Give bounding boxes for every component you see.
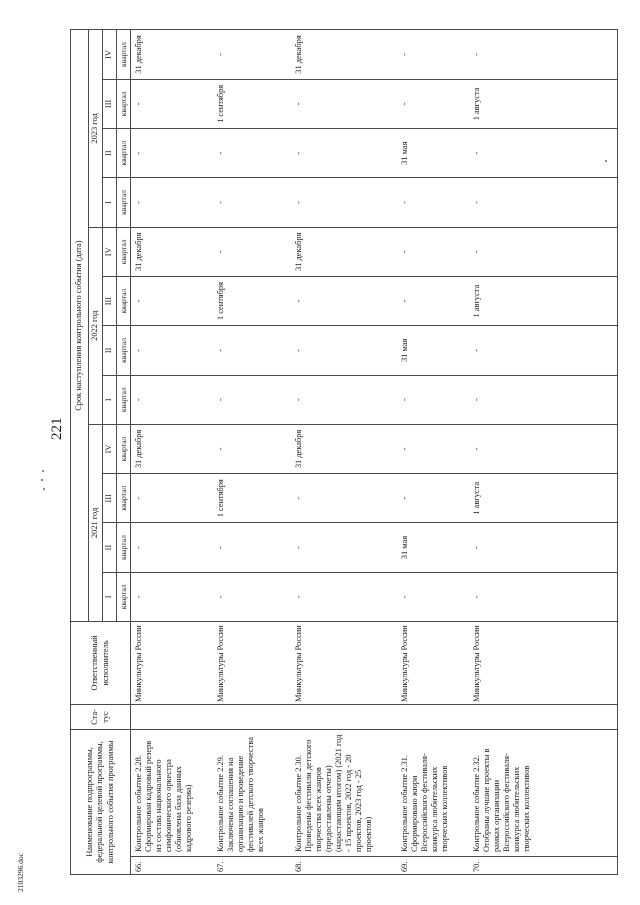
date-cell: 31 декабря (291, 424, 397, 473)
date-cell: - (469, 326, 618, 375)
event-executor: Минкультуры России (131, 622, 213, 705)
event-executor: Минкультуры России (397, 622, 469, 705)
date-cell: - (213, 178, 291, 227)
date-cell: 1 августа (469, 276, 618, 325)
event-name: Контрольное событие 2.28. Сформирован кадровый резерв из состава национального симфонического оркестра (обновлена база данных кадрового резерва) (131, 730, 213, 857)
date-cell: - (131, 474, 213, 523)
rotated-table-wrapper (70, 30, 618, 875)
date-cell: - (131, 572, 213, 621)
date-cell: 1 августа (469, 79, 618, 128)
table-row (397, 30, 469, 875)
event-executor: Минкультуры России (469, 622, 618, 705)
row-number: 69. (397, 857, 469, 875)
table-row (131, 30, 213, 875)
date-cell: - (469, 424, 618, 473)
date-cell: 1 августа (469, 474, 618, 523)
date-cell: 31 мая (397, 523, 469, 572)
header-quarter-word: квартал (117, 178, 131, 227)
date-cell: - (291, 326, 397, 375)
date-cell: 31 декабря (291, 227, 397, 276)
header-quarter-numeral: IV (103, 227, 117, 276)
header-quarter-word: квартал (117, 424, 131, 473)
date-cell: - (397, 227, 469, 276)
event-status (291, 705, 397, 730)
page-number: 221 (49, 417, 65, 440)
date-cell: - (291, 474, 397, 523)
date-cell: 31 декабря (131, 227, 213, 276)
header-quarter-word: квартал (117, 79, 131, 128)
date-cell: - (131, 326, 213, 375)
date-cell: - (131, 523, 213, 572)
date-cell: - (469, 572, 618, 621)
date-cell: 31 декабря (131, 424, 213, 473)
document-code: 2103296.doc (16, 853, 25, 892)
header-executor-column: Ответственный исполнитель (71, 622, 131, 705)
date-cell: - (213, 523, 291, 572)
event-name: Контрольное событие 2.32. Отобраны лучшие проекты в рамках организации Всероссийского фестиваля-конкурса любительских творческих коллективов (469, 730, 618, 857)
event-status (397, 705, 469, 730)
header-quarter-numeral: III (103, 79, 117, 128)
event-executor: Минкультуры России (213, 622, 291, 705)
date-cell: - (469, 523, 618, 572)
header-quarter-word: квартал (117, 227, 131, 276)
header-quarter-numeral: I (103, 375, 117, 424)
header-date-group: Срок наступления контрольного события (дата) (71, 30, 89, 622)
date-cell: - (291, 178, 397, 227)
header-quarter-numeral: I (103, 572, 117, 621)
event-executor: Минкультуры России (291, 622, 397, 705)
event-status (213, 705, 291, 730)
header-quarter-numeral: II (103, 326, 117, 375)
date-cell: 1 сентября (213, 474, 291, 523)
header-quarter-word: квартал (117, 523, 131, 572)
date-cell: - (131, 178, 213, 227)
header-year-2023: 2023 год (89, 30, 103, 227)
date-cell: - (213, 129, 291, 178)
date-cell: - (397, 474, 469, 523)
date-cell: - (213, 375, 291, 424)
date-cell: 31 мая (397, 326, 469, 375)
header-quarter-word: квартал (117, 30, 131, 79)
header-quarter-word: квартал (117, 129, 131, 178)
event-name: Контрольное событие 2.29. Заключены соглашения на организацию и проведение фестивалей детского творчества всех жанров (213, 730, 291, 857)
header-quarter-numeral: I (103, 178, 117, 227)
scan-speck (43, 488, 45, 490)
control-events-table (70, 29, 618, 875)
date-cell: - (213, 424, 291, 473)
date-cell: - (291, 276, 397, 325)
date-cell: 31 декабря (131, 30, 213, 79)
date-cell: - (397, 30, 469, 79)
date-cell: - (213, 572, 291, 621)
header-year-2022: 2022 год (89, 227, 103, 424)
header-quarter-word: квартал (117, 474, 131, 523)
header-quarter-word: квартал (117, 326, 131, 375)
event-name: Контрольное событие 2.31. Сформировано жюри Всероссийского фестиваля-конкурса любительских творческих коллективов (397, 730, 469, 857)
date-cell: 1 сентября (213, 79, 291, 128)
scan-speck (41, 479, 43, 481)
scan-speck (42, 470, 44, 472)
date-cell: - (397, 572, 469, 621)
header-quarter-word: квартал (117, 375, 131, 424)
date-cell: 31 мая (397, 129, 469, 178)
date-cell: - (131, 375, 213, 424)
date-cell: - (131, 276, 213, 325)
date-cell: - (397, 79, 469, 128)
date-cell: - (131, 79, 213, 128)
date-cell: - (469, 178, 618, 227)
date-cell: - (291, 129, 397, 178)
header-quarter-numeral: II (103, 129, 117, 178)
date-cell: 31 декабря (291, 30, 397, 79)
date-cell: - (397, 178, 469, 227)
date-cell: 1 сентября (213, 276, 291, 325)
header-quarter-numeral: IV (103, 30, 117, 79)
row-number: 66. (131, 857, 213, 875)
row-number: 67. (213, 857, 291, 875)
header-quarter-numeral: III (103, 276, 117, 325)
date-cell: - (291, 375, 397, 424)
event-status (469, 705, 618, 730)
date-cell: - (469, 227, 618, 276)
header-quarter-numeral: II (103, 523, 117, 572)
header-quarter-numeral: III (103, 474, 117, 523)
date-cell: - (291, 572, 397, 621)
table-row (469, 30, 618, 875)
header-status-column: Ста-тус (71, 705, 131, 730)
row-number: 68. (291, 857, 397, 875)
date-cell: - (397, 276, 469, 325)
date-cell: - (469, 375, 618, 424)
table-row (291, 30, 397, 875)
date-cell: - (469, 30, 618, 79)
table-row (213, 30, 291, 875)
date-cell: - (397, 375, 469, 424)
header-name-column: Наименование подпрограммы, федеральной целевой программы, контрольного события программы (71, 730, 131, 875)
date-cell: - (291, 523, 397, 572)
date-cell: - (131, 129, 213, 178)
date-cell: - (213, 227, 291, 276)
header-year-2021: 2021 год (89, 424, 103, 621)
event-status (131, 705, 213, 730)
date-cell: - (397, 424, 469, 473)
event-name: Контрольное событие 2.30. Проведены фестивали детского творчества всех жанров (предоставлены отчеты) (нарастающим итогом) (2021 год - 15 проектов, 2022 год - 20 проектов, 2023 год - 25 проектов) (291, 730, 397, 857)
date-cell: - (291, 79, 397, 128)
date-cell: - (213, 30, 291, 79)
header-quarter-word: квартал (117, 276, 131, 325)
row-number: 70. (469, 857, 618, 875)
header-quarter-numeral: IV (103, 424, 117, 473)
date-cell: - (469, 129, 618, 178)
header-quarter-word: квартал (117, 572, 131, 621)
date-cell: - (213, 326, 291, 375)
